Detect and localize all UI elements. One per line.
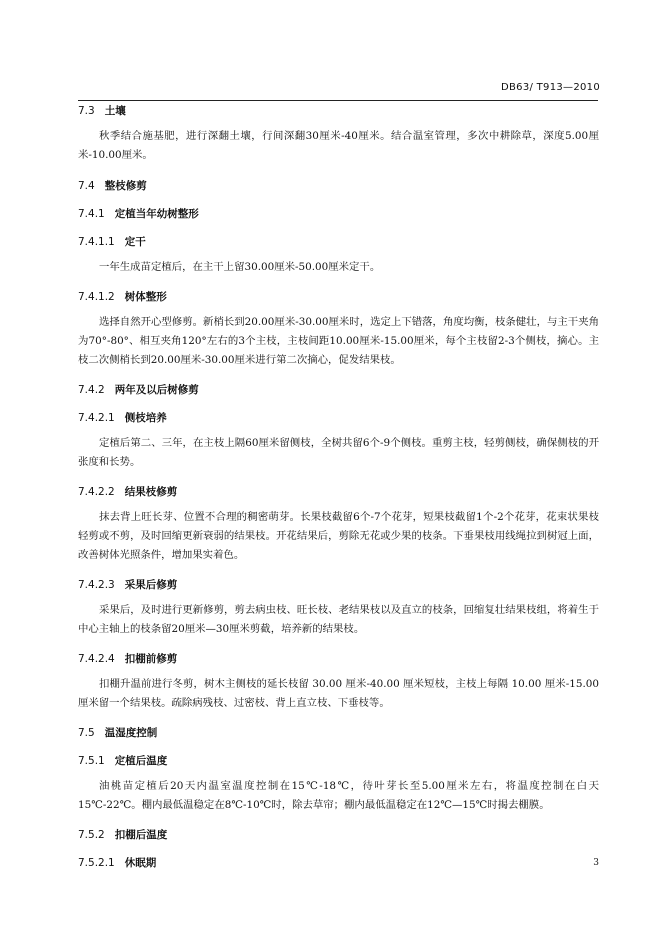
section-heading-7-5-2 <box>78 828 599 843</box>
section-title: 温湿度控制 <box>104 727 158 739</box>
section-heading-7-4-2-4 <box>78 652 599 667</box>
section-number: 7.5.2 <box>78 829 105 841</box>
section-number: 7.4.2.3 <box>78 579 115 591</box>
section-number: 7.3 <box>78 105 95 117</box>
section-heading-7-5-1 <box>78 754 599 769</box>
section-title: 树体整形 <box>124 291 167 303</box>
section-heading-7-3 <box>78 104 599 119</box>
section-heading-7-4-1-1 <box>78 235 599 250</box>
section-number: 7.4.2.1 <box>78 412 115 424</box>
header-divider <box>78 100 598 101</box>
section-title: 定干 <box>124 236 146 248</box>
section-heading-7-4-2-1 <box>78 411 599 426</box>
document-body <box>78 104 599 871</box>
section-title: 扣棚前修剪 <box>124 653 178 665</box>
section-title: 结果枝修剪 <box>124 486 178 498</box>
section-heading-7-5 <box>78 726 599 741</box>
section-number: 7.4.2 <box>78 384 105 396</box>
section-number: 7.5.1 <box>78 755 105 767</box>
section-number: 7.4.2.4 <box>78 653 115 665</box>
section-heading-7-5-2-1 <box>78 856 599 871</box>
section-heading-7-4-2-3 <box>78 578 599 593</box>
paragraph-side-branch: 定植后第二、三年，在主枝上隔60厘米留侧枝，全树共留6个-9个侧枝。重剪主枝，轻剪侧枝，确保侧枝的开张度和长势。 <box>78 437 599 468</box>
section-heading-7-4-1-2 <box>78 290 599 305</box>
section-title: 扣棚后温度 <box>114 829 168 841</box>
paragraph-soil: 秋季结合施基肥，进行深翻土壤，行间深翻30厘米-40厘米。结合温室管理，多次中耕除草，深度5.00厘米-10.00厘米。 <box>78 130 599 161</box>
page-number: 3 <box>593 858 599 868</box>
section-number: 7.4.1.1 <box>78 236 115 248</box>
section-title: 土壤 <box>104 105 126 117</box>
section-heading-7-4 <box>78 179 599 194</box>
paragraph-tree-shaping: 选择自然开心型修剪。新梢长到20.00厘米-30.00厘米时，选定上下错落，角度均衡，枝条健壮，与主干夹角为70°-80°、相互夹角120°左右的3个主枝，主枝间距10.00厘米-15.00厘米，每个主枝留2-3个侧枝，摘心。主枝二次侧梢长到20.00厘米-30.00厘米进行第二次摘心，促发结果枝。 <box>78 316 599 366</box>
paragraph-trunk-cut: 一年生成苗定植后，在主干上留30.00厘米-50.00厘米定干。 <box>99 261 381 273</box>
section-number: 7.4.1 <box>78 208 105 220</box>
section-number: 7.5.2.1 <box>78 857 115 869</box>
section-heading-7-4-1 <box>78 207 599 222</box>
section-number: 7.5 <box>78 727 95 739</box>
section-heading-7-4-2-2 <box>78 485 599 500</box>
section-title: 整枝修剪 <box>104 180 147 192</box>
section-title: 定植后温度 <box>114 755 168 767</box>
section-number: 7.4.2.2 <box>78 486 115 498</box>
paragraph-pre-shed: 扣棚升温前进行冬剪，树木主侧枝的延长枝留 30.00 厘米-40.00 厘米短枝，主枝上每隔 10.00 厘米-15.00 厘米留一个结果枝。疏除病残枝、过密枝、背上直立枝、下垂枝等。 <box>78 678 599 709</box>
paragraph-post-planting-temp: 油桃苗定植后20天内温室温度控制在15℃-18℃，待叶芽长至5.00厘米左右，将温度控制在白天15℃-22℃。棚内最低温稳定在8℃-10℃时，除去草帘；棚内最低温稳定在12℃—15℃时揭去棚膜。 <box>78 780 599 811</box>
section-heading-7-4-2 <box>78 383 599 398</box>
section-title: 采果后修剪 <box>124 579 178 591</box>
section-title: 休眠期 <box>124 857 157 869</box>
section-number: 7.4 <box>78 180 95 192</box>
document-code: DB63/ T913—2010 <box>501 82 600 93</box>
paragraph-post-harvest: 采果后，及时进行更新修剪，剪去病虫枝、旺长枝、老结果枝以及直立的枝条，回缩复壮结果枝组，将着生于中心主轴上的枝条留20厘米—30厘米剪截，培养新的结果枝。 <box>78 604 599 635</box>
paragraph-fruit-branch: 抹去背上旺长芽、位置不合理的稠密萌芽。长果枝截留6个-7个花芽，短果枝截留1个-2个花芽，花束状果枝轻剪或不剪，及时回缩更新衰弱的结果枝。开花结果后，剪除无花或少果的枝条。下垂果枝用线绳拉到树冠上面，改善树体光照条件，增加果实着色。 <box>78 511 599 561</box>
section-title: 两年及以后树修剪 <box>114 384 199 396</box>
section-number: 7.4.1.2 <box>78 291 115 303</box>
section-title: 定植当年幼树整形 <box>114 208 199 220</box>
section-title: 侧枝培养 <box>124 412 167 424</box>
